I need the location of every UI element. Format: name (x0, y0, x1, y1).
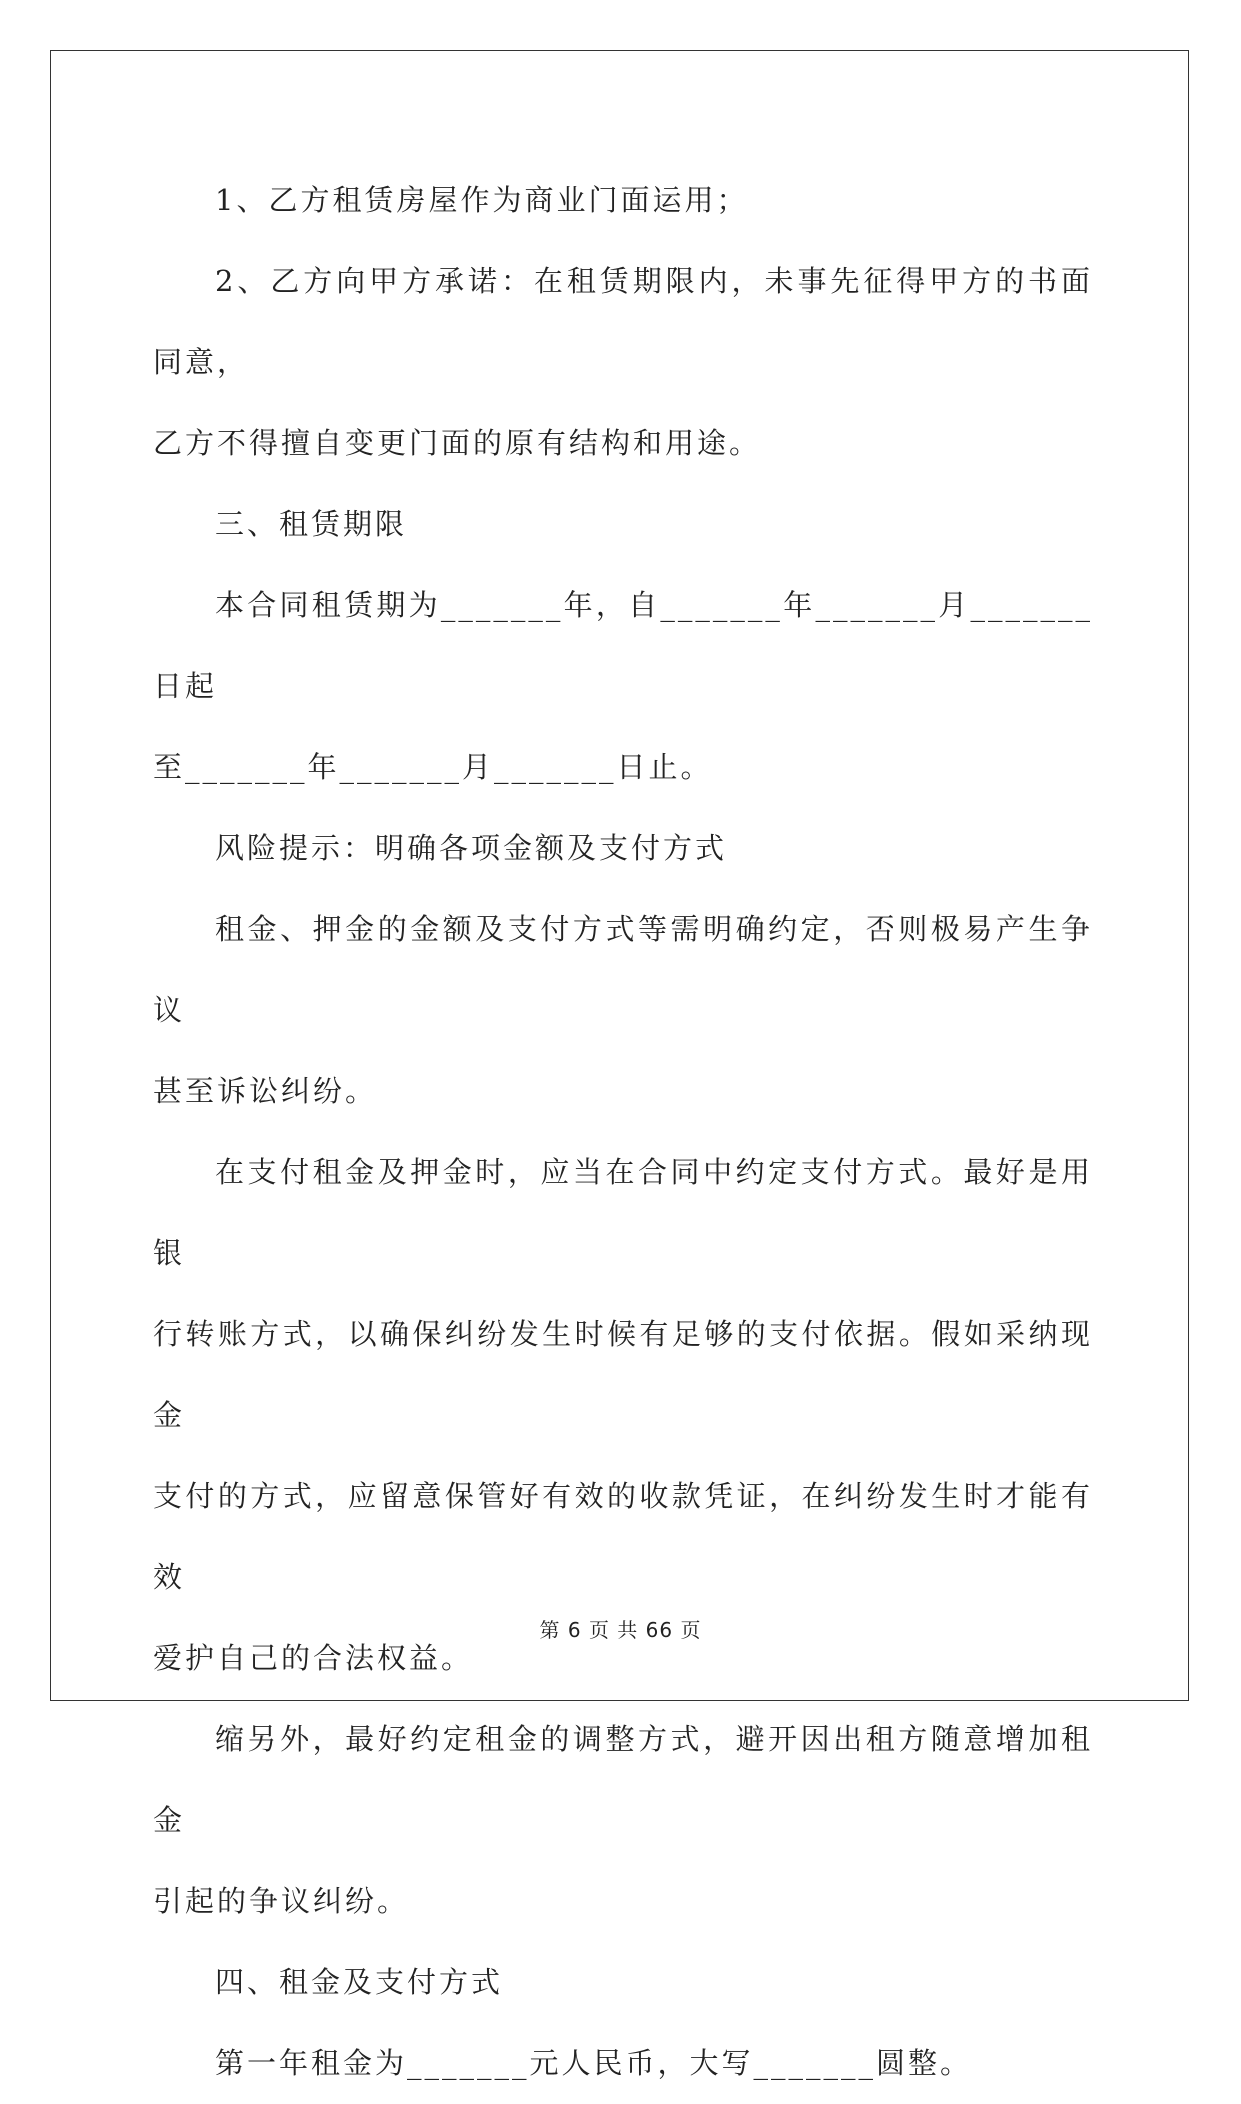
paragraph-line: 至_______年_______月_______日止。 (153, 750, 713, 784)
paragraph-line: 爱护自己的合法权益。 (153, 1641, 474, 1675)
paragraph-line: 乙方不得擅自变更门面的原有结构和用途。 (153, 426, 762, 460)
risk-tip-heading: 风险提示：明确各项金额及支付方式 (215, 831, 728, 865)
paragraph-line: 2、乙方向甲方承诺：在租赁期限内，未事先征得甲方的书面同意， (153, 264, 1093, 379)
section-heading: 三、租赁期限 (215, 507, 408, 541)
paragraph-line: 第一年租金为_______元人民币，大写_______圆整。 (215, 2046, 973, 2080)
paragraph-line: 引起的争议纠纷。 (153, 1884, 410, 1918)
paragraph-line: 甚至诉讼纠纷。 (153, 1074, 378, 1108)
paragraph-line: 1、乙方租赁房屋作为商业门面运用； (215, 183, 749, 217)
paragraph-line: 行转账方式，以确保纠纷发生时候有足够的支付依据。假如采纳现金 (153, 1317, 1093, 1432)
document-body (153, 160, 1093, 2104)
paragraph-line: 支付的方式，应留意保管好有效的收款凭证，在纠纷发生时才能有效 (153, 1479, 1093, 1594)
section-heading: 四、租金及支付方式 (215, 1965, 504, 1999)
page-number-footer: 第 6 页 共 66 页 (539, 1618, 702, 1642)
paragraph-line: 缩另外，最好约定租金的调整方式，避开因出租方随意增加租金 (153, 1722, 1093, 1837)
paragraph-line: 在支付租金及押金时，应当在合同中约定支付方式。最好是用银 (153, 1155, 1093, 1270)
paragraph-line: 租金、押金的金额及支付方式等需明确约定，否则极易产生争议 (153, 912, 1093, 1027)
paragraph-line: 本合同租赁期为_______年，自_______年_______月_______日起 (153, 588, 1093, 703)
